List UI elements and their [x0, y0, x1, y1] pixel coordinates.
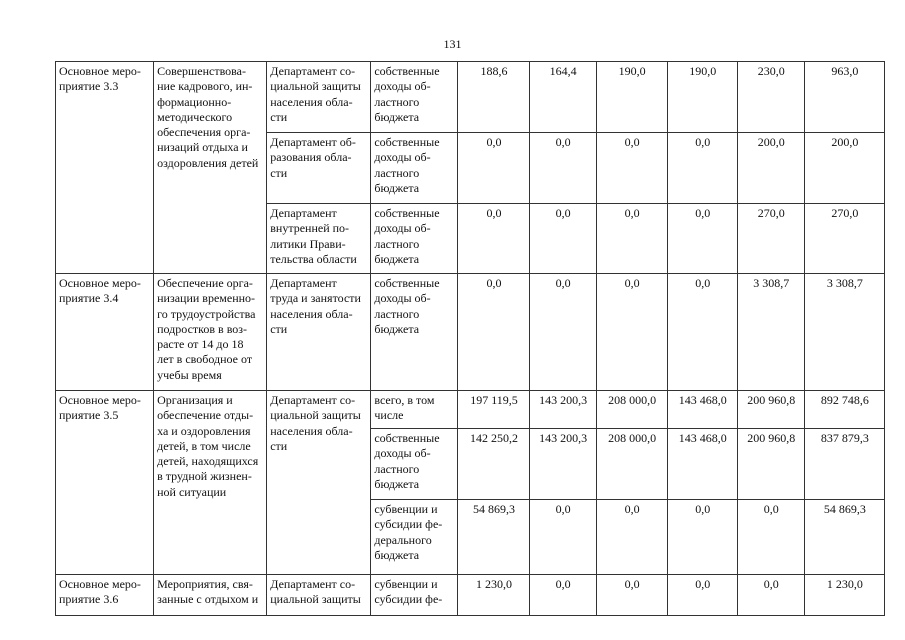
total-cell: 270,0: [804, 204, 884, 274]
value-cell: 142 250,2: [458, 429, 529, 500]
value-cell: 230,0: [737, 62, 804, 133]
value-cell: 0,0: [667, 575, 737, 616]
table-row: [56, 274, 885, 391]
table-row: [56, 391, 885, 429]
executor-cell: Департамент труда и занятости населения обла- сти: [267, 274, 371, 391]
value-cell: 0,0: [596, 204, 667, 274]
value-cell: 143 468,0: [667, 391, 737, 429]
value-cell: 190,0: [596, 62, 667, 133]
value-cell: 143 200,3: [529, 391, 596, 429]
value-cell: 1 230,0: [458, 575, 529, 616]
value-cell: 0,0: [529, 500, 596, 575]
funding-source-cell: собственные доходы об- ластного бюджета: [371, 204, 458, 274]
total-cell: 963,0: [804, 62, 884, 133]
value-cell: 3 308,7: [737, 274, 804, 391]
value-cell: 0,0: [529, 204, 596, 274]
value-cell: 54 869,3: [458, 500, 529, 575]
measure-cell: Основное меро- приятие 3.6: [56, 575, 154, 616]
value-cell: 0,0: [529, 575, 596, 616]
value-cell: 164,4: [529, 62, 596, 133]
funding-source-cell: собственные доходы об- ластного бюджета: [371, 274, 458, 391]
executor-cell: Департамент об- разования обла- сти: [267, 133, 371, 204]
executor-cell: Департамент со- циальной защиты населения обла- сти: [267, 391, 371, 575]
value-cell: 0,0: [596, 133, 667, 204]
value-cell: 0,0: [529, 133, 596, 204]
measure-cell: Основное меро- приятие 3.5: [56, 391, 154, 575]
total-cell: 3 308,7: [804, 274, 884, 391]
measure-name-cell: Мероприятия, свя- занные с отдыхом и: [154, 575, 267, 616]
value-cell: 0,0: [737, 575, 804, 616]
value-cell: 0,0: [667, 204, 737, 274]
value-cell: 0,0: [667, 500, 737, 575]
value-cell: 0,0: [458, 274, 529, 391]
funding-source-cell: собственные доходы об- ластного бюджета: [371, 429, 458, 500]
value-cell: 200 960,8: [737, 391, 804, 429]
total-cell: 200,0: [804, 133, 884, 204]
value-cell: 197 119,5: [458, 391, 529, 429]
value-cell: 208 000,0: [596, 429, 667, 500]
total-cell: 837 879,3: [804, 429, 884, 500]
measure-cell: Основное меро- приятие 3.4: [56, 274, 154, 391]
value-cell: 0,0: [596, 575, 667, 616]
value-cell: 200 960,8: [737, 429, 804, 500]
total-cell: 892 748,6: [804, 391, 884, 429]
value-cell: 190,0: [667, 62, 737, 133]
funding-source-cell: всего, в том числе: [371, 391, 458, 429]
value-cell: 188,6: [458, 62, 529, 133]
value-cell: 0,0: [596, 500, 667, 575]
table-row: [56, 62, 885, 133]
budget-table: [55, 61, 885, 616]
funding-source-cell: собственные доходы об- ластного бюджета: [371, 133, 458, 204]
value-cell: 208 000,0: [596, 391, 667, 429]
measure-cell: Основное меро- приятие 3.3: [56, 62, 154, 274]
measure-name-cell: Организация и обеспечение отды- ха и оздоровления детей, в том числе детей, находящихся в трудной жизнен- ной ситуации: [154, 391, 267, 575]
funding-source-cell: субвенции и субсидии фе-: [371, 575, 458, 616]
page-number: 131: [443, 37, 462, 51]
value-cell: 0,0: [667, 133, 737, 204]
executor-cell: Департамент со- циальной защиты населения обла- сти: [267, 62, 371, 133]
total-cell: 1 230,0: [804, 575, 884, 616]
value-cell: 0,0: [667, 274, 737, 391]
total-cell: 54 869,3: [804, 500, 884, 575]
value-cell: 0,0: [458, 204, 529, 274]
table-row: [56, 575, 885, 616]
funding-source-cell: субвенции и субсидии фе- дерального бюджета: [371, 500, 458, 575]
value-cell: 0,0: [529, 274, 596, 391]
measure-name-cell: Обеспечение орга- низации временно- го трудоустройства подростков в воз- расте от 14 до 18 лет в свободное от учебы время: [154, 274, 267, 391]
measure-name-cell: Совершенствова- ние кадрового, ин- формационно- методического обеспечения орга- низаций отдыха и оздоровления детей: [154, 62, 267, 274]
value-cell: 143 468,0: [667, 429, 737, 500]
value-cell: 143 200,3: [529, 429, 596, 500]
funding-source-cell: собственные доходы об- ластного бюджета: [371, 62, 458, 133]
value-cell: 0,0: [458, 133, 529, 204]
executor-cell: Департамент внутренней по- литики Прави- тельства области: [267, 204, 371, 274]
executor-cell: Департамент со- циальной защиты: [267, 575, 371, 616]
value-cell: 0,0: [596, 274, 667, 391]
value-cell: 200,0: [737, 133, 804, 204]
value-cell: 270,0: [737, 204, 804, 274]
value-cell: 0,0: [737, 500, 804, 575]
